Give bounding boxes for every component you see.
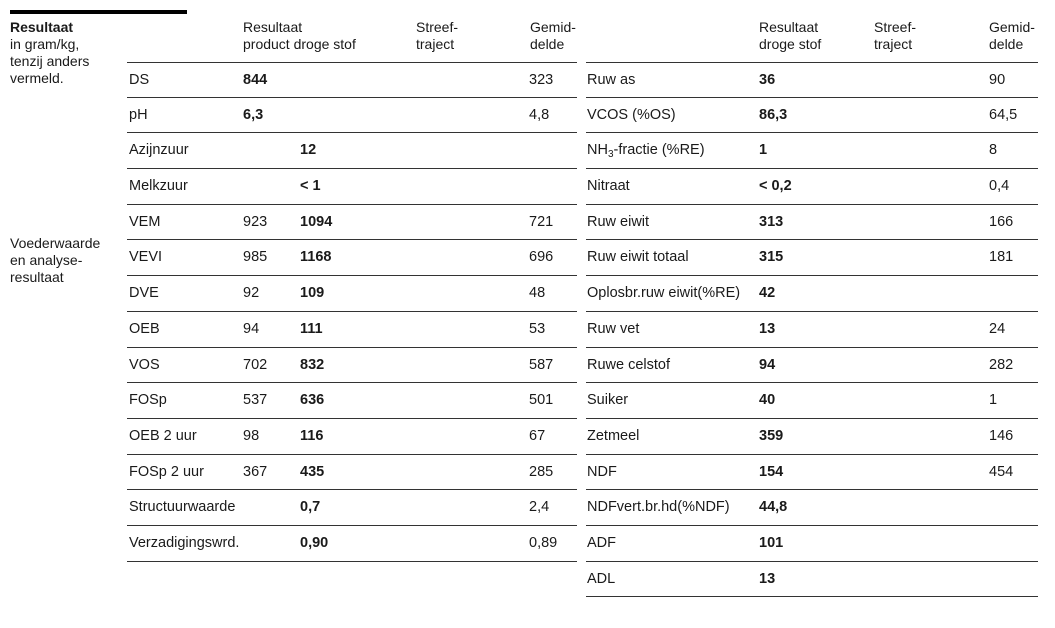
average-value: 146 — [989, 427, 1014, 444]
table-row — [586, 98, 1038, 134]
drystof-value: < 1 — [300, 178, 321, 195]
average-value: 67 — [529, 427, 546, 444]
product-value: 6,3 — [243, 106, 264, 123]
drystof-value: 13 — [759, 320, 776, 337]
row-label: Melkzuur — [129, 178, 188, 195]
average-value: 285 — [529, 463, 554, 480]
row-label: NDF — [587, 463, 617, 480]
row-label: Ruw as — [587, 72, 636, 88]
table-row — [127, 62, 577, 98]
average-value: 48 — [529, 285, 546, 302]
header-line: delde — [530, 36, 565, 52]
average-value: 181 — [989, 249, 1014, 266]
header-line: traject — [874, 36, 913, 52]
header-line: Streef- — [874, 19, 917, 35]
row-label: OEB 2 uur — [129, 427, 197, 444]
average-value: 0,4 — [989, 178, 1010, 195]
drystof-value: 111 — [300, 320, 323, 337]
row-label: DS — [129, 72, 150, 88]
row-label: Zetmeel — [587, 427, 640, 444]
average-value: 166 — [989, 213, 1014, 230]
drystof-value: 1168 — [300, 249, 332, 266]
product-value: 702 — [243, 356, 268, 373]
table-row — [127, 276, 577, 312]
label-subscript: 3 — [607, 149, 614, 161]
drystof-value: 832 — [300, 356, 325, 373]
side-title: Resultaat — [10, 19, 74, 35]
table-row — [586, 62, 1038, 98]
row-label — [587, 142, 705, 159]
average-value: 323 — [529, 72, 554, 88]
row-label: FOSp — [129, 392, 167, 409]
top-rule — [10, 10, 187, 14]
section-line: en analyse- — [10, 252, 83, 268]
row-label: VCOS (%OS) — [587, 106, 676, 123]
table-row — [586, 312, 1038, 348]
row-label: FOSp 2 uur — [129, 463, 204, 480]
header-line: Streef- — [416, 19, 459, 35]
table-row — [586, 205, 1038, 241]
section-line: resultaat — [10, 269, 64, 285]
drystof-value: 40 — [759, 392, 776, 409]
drystof-value: 1 — [759, 142, 768, 159]
table-row — [127, 455, 577, 491]
average-value: 696 — [529, 249, 554, 266]
average-value: 90 — [989, 72, 1006, 88]
row-label: VOS — [129, 356, 160, 373]
table-row — [127, 490, 577, 526]
drystof-value: 636 — [300, 392, 325, 409]
table-row — [586, 526, 1038, 562]
drystof-value: 0,7 — [300, 499, 321, 516]
label-part: -fractie (%RE) — [613, 142, 705, 159]
product-value: 537 — [243, 392, 268, 409]
table-row — [586, 276, 1038, 312]
row-label: Nitraat — [587, 178, 630, 195]
table-row — [127, 419, 577, 455]
drystof-value: 435 — [300, 463, 325, 480]
table-row — [127, 133, 577, 169]
header-line: delde — [989, 36, 1024, 52]
drystof-value: 315 — [759, 249, 784, 266]
drystof-value: 154 — [759, 463, 784, 480]
average-value: 454 — [989, 463, 1014, 480]
average-value: 0,89 — [529, 534, 558, 551]
side-caption — [10, 19, 89, 87]
section-line: Voederwaarde — [10, 235, 101, 251]
header-line: droge stof — [759, 36, 822, 52]
table-row — [127, 205, 577, 241]
drystof-value: 12 — [300, 142, 317, 159]
drystof-value: 101 — [759, 534, 784, 551]
drystof-value: 36 — [759, 72, 776, 88]
table-row — [586, 133, 1038, 169]
row-label: ADL — [587, 570, 616, 587]
drystof-value: 94 — [759, 356, 776, 373]
product-value: 985 — [243, 249, 268, 266]
table-row — [586, 562, 1038, 598]
table-row — [127, 240, 577, 276]
product-value: 367 — [243, 463, 268, 480]
table-row — [586, 455, 1038, 491]
table-row — [127, 312, 577, 348]
product-value: 92 — [243, 285, 260, 302]
left-header-target — [416, 19, 458, 53]
row-label: ADF — [587, 534, 616, 551]
header-line: Resultaat — [759, 19, 819, 35]
average-value: 64,5 — [989, 106, 1018, 123]
average-value: 24 — [989, 320, 1006, 337]
label-part: NH — [587, 142, 608, 159]
average-value: 1 — [989, 392, 998, 409]
table-row — [586, 348, 1038, 384]
section-caption — [10, 235, 100, 286]
row-label: Ruw eiwit totaal — [587, 249, 689, 266]
drystof-value: 44,8 — [759, 499, 788, 516]
table-row — [127, 348, 577, 384]
drystof-value: 42 — [759, 285, 776, 302]
table-row — [127, 169, 577, 205]
header-line: Gemid- — [530, 19, 576, 35]
drystof-value: 313 — [759, 213, 784, 230]
average-value: 4,8 — [529, 106, 550, 123]
average-value: 282 — [989, 356, 1014, 373]
left-header-average — [530, 19, 576, 53]
drystof-value: 86,3 — [759, 106, 788, 123]
average-value: 501 — [529, 392, 554, 409]
side-line: tenzij anders — [10, 53, 90, 69]
row-label: NDFvert.br.hd(%NDF) — [587, 499, 730, 516]
table-row — [127, 383, 577, 419]
drystof-value: 116 — [300, 427, 324, 444]
header-line: traject — [416, 36, 455, 52]
row-label: Structuurwaarde — [129, 499, 236, 516]
row-label: Verzadigingswrd. — [129, 534, 240, 551]
drystof-value: 0,90 — [300, 534, 329, 551]
row-label: Suiker — [587, 392, 629, 409]
row-label: Azijnzuur — [129, 142, 189, 159]
table-row — [127, 98, 577, 134]
average-value: 587 — [529, 356, 554, 373]
table-row — [586, 490, 1038, 526]
right-header-average — [989, 19, 1035, 53]
header-line: Resultaat — [243, 19, 303, 35]
drystof-value: 13 — [759, 570, 776, 587]
drystof-value: 1094 — [300, 213, 333, 230]
right-header-target — [874, 19, 916, 53]
row-label: Ruw vet — [587, 320, 640, 337]
row-label: Oplosbr.ruw eiwit(%RE) — [587, 285, 741, 302]
table-row — [586, 383, 1038, 419]
drystof-value: 109 — [300, 285, 325, 302]
header-line: product droge stof — [243, 36, 356, 52]
table-row — [127, 526, 577, 562]
header-line: Gemid- — [989, 19, 1035, 35]
row-label: OEB — [129, 320, 160, 337]
product-value: 94 — [243, 320, 260, 337]
average-value: 721 — [529, 213, 554, 230]
table-row — [586, 419, 1038, 455]
left-results-table — [127, 62, 577, 562]
row-label: Ruwe celstof — [587, 356, 671, 373]
product-value: 923 — [243, 213, 268, 230]
drystof-value: < 0,2 — [759, 178, 792, 195]
row-label: DVE — [129, 285, 159, 302]
product-value: 844 — [243, 72, 268, 88]
left-header-result — [243, 19, 356, 53]
table-row — [586, 240, 1038, 276]
row-label: VEVI — [129, 249, 163, 266]
drystof-value: 359 — [759, 427, 784, 444]
table-row — [586, 169, 1038, 205]
right-header-result — [759, 19, 821, 53]
row-label: VEM — [129, 213, 161, 230]
average-value: 53 — [529, 320, 546, 337]
row-label: Ruw eiwit — [587, 213, 650, 230]
product-value: 98 — [243, 427, 260, 444]
row-label: pH — [129, 106, 148, 123]
side-line: vermeld. — [10, 70, 64, 86]
right-results-table — [586, 62, 1038, 597]
side-line: in gram/kg, — [10, 36, 80, 52]
average-value: 8 — [989, 142, 998, 159]
average-value: 2,4 — [529, 499, 550, 516]
